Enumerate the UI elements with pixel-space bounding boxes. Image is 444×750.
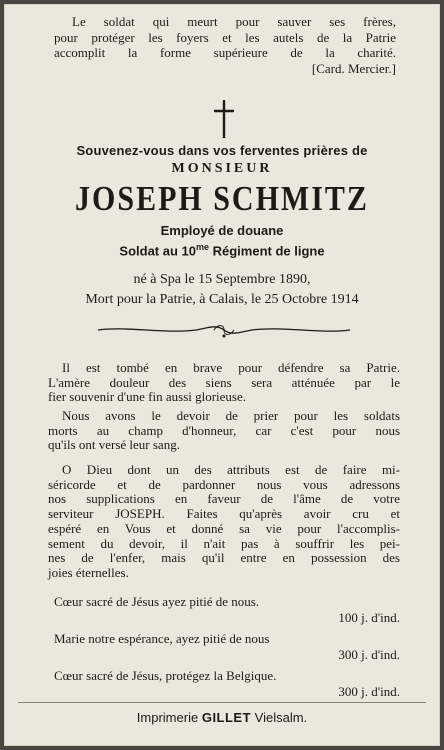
memorial-card	[4, 4, 440, 746]
indulgence: 100 j. d'ind.	[338, 610, 400, 625]
paragraph-line: nos supplications en faveur de l'âme de votre	[48, 491, 400, 507]
death-line: Mort pour la Patrie, à Calais, le 25 Octobre 1914	[85, 292, 359, 307]
paragraph-line: L'amère douleur des siens sera atténuée par le	[48, 374, 400, 390]
paragraph-line: nes de l'enfer, mais qu'il entre en possession des	[48, 550, 400, 566]
invocation-text: Cœur sacré de Jésus ayez pitié de nous.	[54, 594, 260, 609]
ornamental-divider	[96, 320, 352, 340]
invocation-text: Cœur sacré de Jésus, protégez la Belgique.	[54, 668, 277, 683]
printer-name: GILLET	[201, 710, 252, 725]
indulgence: 300 j. d'ind.	[338, 684, 400, 699]
printer-label: Imprimerie	[136, 710, 199, 725]
honorific: MONSIEUR	[171, 161, 273, 176]
occupation: Employé de douane	[160, 223, 284, 238]
paragraph-line: O Dieu dont un des attributs est de faire mi-	[62, 462, 400, 477]
paragraph-duty	[48, 409, 400, 453]
paragraph-line: morts au champ d'honneur, car c'est pour nous	[48, 422, 400, 438]
invocation-text: Marie notre espérance, ayez pitié de nous	[54, 631, 270, 646]
paragraph-line: espéré en Vous et donné sa vie pour l'accomplis-	[48, 520, 400, 536]
paragraph-line: Nous avons le devoir de prier pour les soldats	[62, 408, 400, 423]
birth-line: né à Spa le 15 Septembre 1890,	[133, 272, 311, 287]
cross-icon	[212, 100, 236, 138]
quote-line: pour protéger les foyers et les autels de la Patrie	[54, 29, 396, 45]
regiment-name: Régiment de ligne	[209, 243, 325, 259]
paragraph-bravery	[48, 361, 400, 405]
paragraph-prayer	[48, 463, 400, 581]
invocation	[48, 668, 400, 700]
paragraph-line: Il est tombé en brave pour défendre sa Patrie.	[62, 360, 400, 375]
paragraph-line: joies éternelles.	[48, 564, 129, 580]
epigraph-quote	[54, 14, 396, 76]
regiment-line	[4, 242, 440, 258]
paragraph-line: sement du devoir, il n'ait pas à souffrir les pei-	[48, 535, 400, 551]
quote-line: Le soldat qui meurt pour sauver ses frères,	[72, 14, 396, 29]
printer-city: Vielsalm.	[254, 710, 308, 725]
quote-line: accomplit la forme supérieure de la charité.	[54, 45, 396, 60]
deceased-name: JOSEPH SCHMITZ	[75, 180, 369, 218]
footer-divider	[18, 702, 426, 703]
indulgence: 300 j. d'ind.	[338, 647, 400, 662]
invocation	[48, 594, 400, 626]
paragraph-line: fier souvenir d'une fin aussi glorieuse.	[48, 389, 247, 405]
paragraph-line: serviteur JOSEPH. Faites qu'après avoir cru et	[48, 506, 400, 522]
regiment-prefix: Soldat au 10	[119, 243, 196, 259]
paragraph-line: séricorde et de pardonner nous vous adressons	[48, 476, 400, 492]
paragraph-line: qu'ils ont versé leur sang.	[48, 437, 180, 453]
invocation	[48, 631, 400, 663]
printer-imprint	[4, 710, 440, 725]
remembrance-line: Souvenez-vous dans vos ferventes prières de	[76, 143, 368, 158]
quote-source: [Card. Mercier.]	[311, 60, 396, 76]
regiment-ordinal-suffix: me	[195, 242, 209, 252]
